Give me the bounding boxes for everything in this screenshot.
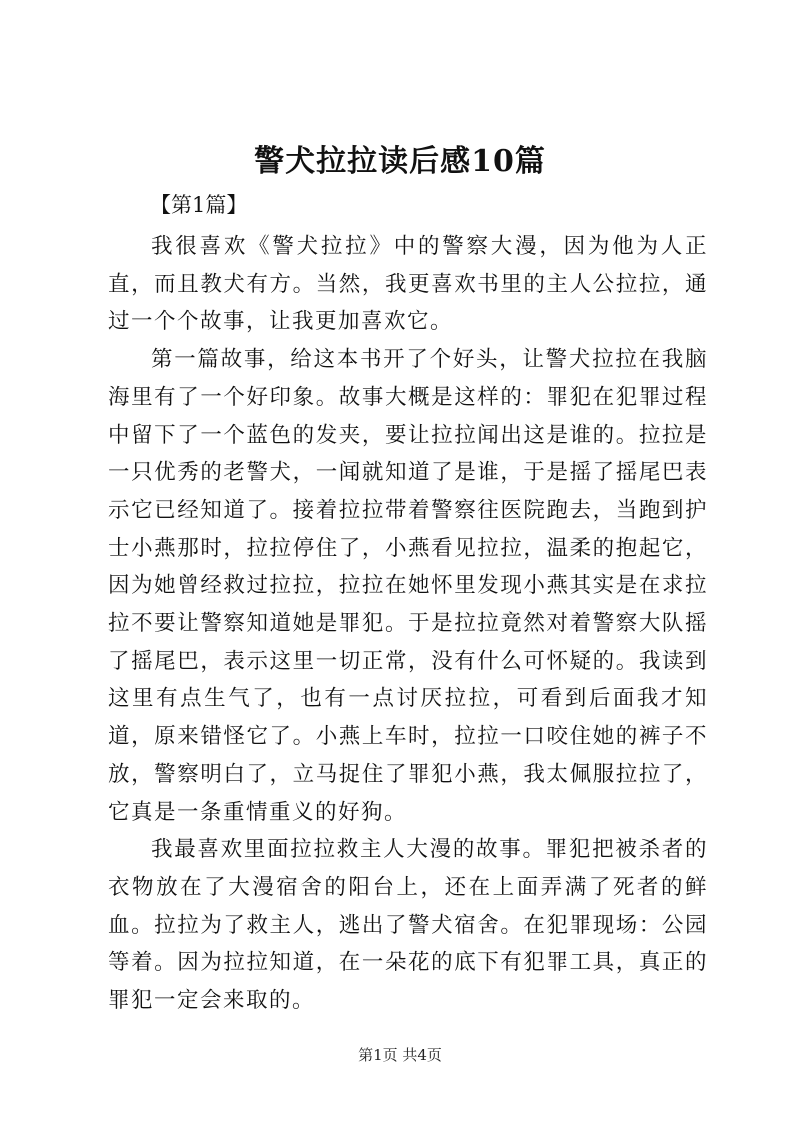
paragraph-2: 第一篇故事，给这本书开了个好头，让警犬拉拉在我脑海里有了一个好印象。故事大概是这样的：罪犯在犯罪过程中留下了一个蓝色的发夹，要让拉拉闻出这是谁的。拉拉是一只优秀的老警犬，一闻就知道了是谁，于是摇了摇尾巴表示它已经知道了。接着拉拉带着警察往医院跑去，当跑到护士小燕那时，拉拉停住了，小燕看见拉拉，温柔的抱起它，因为她曾经救过拉拉，拉拉在她怀里发现小燕其实是在求拉拉不要让警察知道她是罪犯。于是拉拉竟然对着警察大队摇了摇尾巴，表示这里一切正常，没有什么可怀疑的。我读到这里有点生气了，也有一点讨厌拉拉，可看到后面我才知道，原来错怪它了。小燕上车时，拉拉一口咬住她的裤子不放，警察明白了，立马捉住了罪犯小燕，我太佩服拉拉了，它真是一条重情重义的好狗。 (108, 347, 708, 825)
page-title: 警犬拉拉读后感10篇 (254, 144, 546, 179)
page-footer: 第1页 共4页 (358, 1046, 442, 1064)
paragraph-1: 我很喜欢《警犬拉拉》中的警察大漫，因为他为人正直，而且教犬有方。当然，我更喜欢书里的主人公拉拉，通过一个个故事，让我更加喜欢它。 (108, 234, 708, 335)
document-body (108, 228, 708, 1020)
section-label: 【第1篇】 (150, 193, 248, 217)
paragraph-3: 我最喜欢里面拉拉救主人大漫的故事。罪犯把被杀者的衣物放在了大漫宿舍的阳台上，还在上面弄满了死者的鲜血。拉拉为了救主人，逃出了警犬宿舍。在犯罪现场：公园等着。因为拉拉知道，在一朵花的底下有犯罪工具，真正的罪犯一定会来取的。 (108, 837, 708, 1014)
